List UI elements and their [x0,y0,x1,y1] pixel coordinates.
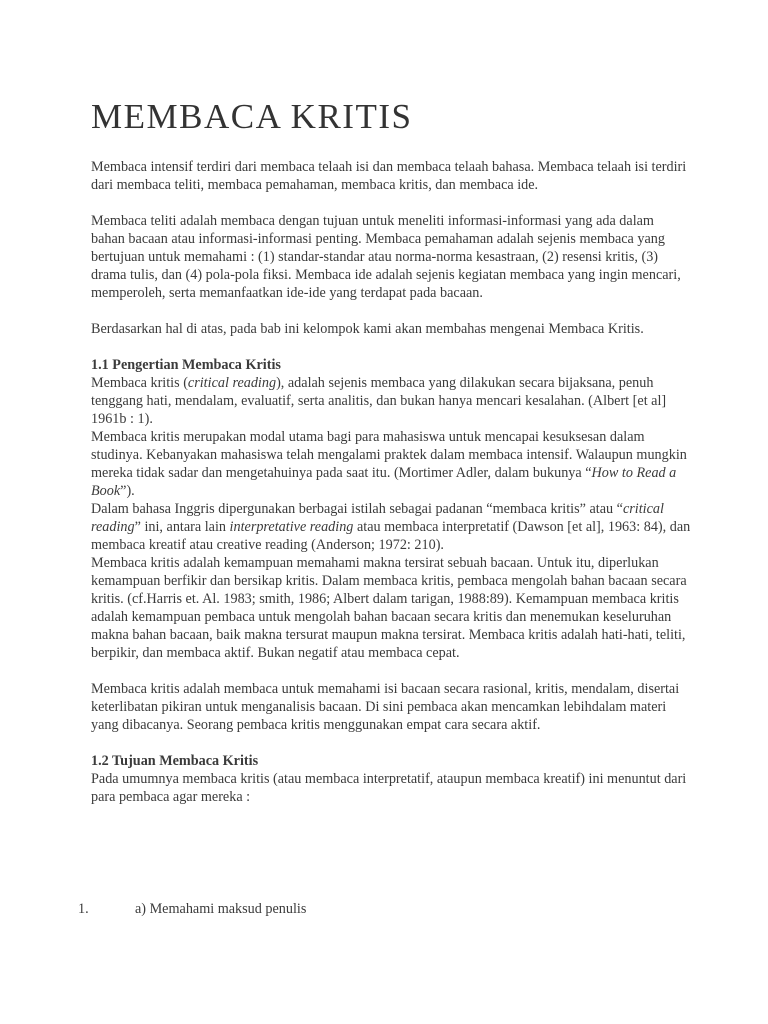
definition-paragraph-5: Membaca kritis adalah membaca untuk memahami isi bacaan secara rasional, kritis, mendalam, disertai keterlibatan pikiran untuk menganalisis bacaan. Di sini pembaca akan mencamkan lebihdalam materi yang dibacanya. Seorang pembaca kritis menggunakan empat cara secara aktif. [91,681,680,733]
document-page [91,96,691,806]
list-number: 1. [78,901,89,917]
text-segment: ” ini, antara lain [134,519,230,535]
italic-term: critical reading [91,501,664,535]
section-heading-1-1: 1.1 Pengertian Membaca Kritis [91,357,281,373]
section-heading-1-2: 1.2 Tujuan Membaca Kritis [91,753,259,769]
intro-paragraph-3: Berdasarkan hal di atas, pada bab ini kelompok kami akan membahas mengenai Membaca Kritis. [91,321,644,337]
book-title: How to Read a Book [91,465,677,499]
definition-paragraph-1 [91,374,691,428]
italic-term: critical reading [187,375,277,391]
definition-paragraph-3 [91,500,691,554]
intro-paragraph-1: Membaca intensif terdiri dari membaca telaah isi dan membaca telaah bahasa. Membaca telaah isi terdiri dari membaca teliti, membaca pemahaman, membaca kritis, dan membaca ide. [91,159,687,193]
text-segment: Membaca kritis merupakan modal utama bagi para mahasiswa untuk mencapai kesuksesan dalam studinya. Kebanyakan mahasiswa telah mengalami praktek dalam membaca intensif. Walaupun mungkin mereka tidak sadar dan mengetahuinya pada saat itu. (Mortimer Adler, dalam bukunya “ [91,429,687,481]
list-item-text: a) Memahami maksud penulis [135,901,307,917]
text-segment: atau membaca interpretatif (Dawson [et al], 1963: 84), dan membaca kreatif atau creative reading (Anderson; 1972: 210). [91,519,691,553]
definition-paragraph-2 [91,428,691,500]
text-segment: Dalam bahasa Inggris dipergunakan berbagai istilah sebagai padanan “membaca kritis” atau “ [91,501,623,517]
page-title: MEMBACA KRITIS [91,97,413,136]
intro-paragraph-2: Membaca teliti adalah membaca dengan tujuan untuk meneliti informasi-informasi yang ada dalam bahan bacaan atau informasi-informasi penting. Membaca pemahaman adalah sejenis membaca yang bertujuan untuk memahami : (1) standar-standar atau norma-norma kesastraan, (2) resensi kritis, (3) drama tulis, dan (4) pola-pola fiksi. Membaca ide adalah sejenis kegiatan membaca yang ingin mencari, memperoleh, serta memanfaatkan ide-ide yang terdapat pada bacaan. [91,213,681,301]
text-segment: Membaca kritis ( [91,375,188,391]
text-segment: ”). [120,483,135,499]
text-segment: ), adalah sejenis membaca yang dilakukan secara bijaksana, penuh tenggang hati, mendalam, evaluatif, serta analitis, dan bukan hanya mencari kesalahan. (Albert [et al] 1961b : 1). [91,375,667,427]
purpose-paragraph-1: Pada umumnya membaca kritis (atau membaca interpretatif, ataupun membaca kreatif) ini menuntut dari para pembaca agar mereka : [91,771,687,805]
definition-paragraph-4: Membaca kritis adalah kemampuan memahami makna tersirat sebuah bacaan. Untuk itu, diperlukan kemampuan berfikir dan bersikap kritis. Dalam membaca kritis, pembaca mengolah bahan bacaan secara kritis. (cf.Harris et. Al. 1983; smith, 1986; Albert dalam tarigan, 1988:89). Kemampuan membaca kritis adalah kemampuan pembaca untuk mengolah bahan bacaan secara kritis dan menemukan keseluruhan makna bahan bacaan, baik makna tersurat maupun makna tersirat. Membaca kritis adalah hati-hati, teliti, berpikir, dan membaca aktif. Bukan negatif atau membaca cepat. [91,555,687,661]
italic-term: interpretative reading [229,519,354,535]
